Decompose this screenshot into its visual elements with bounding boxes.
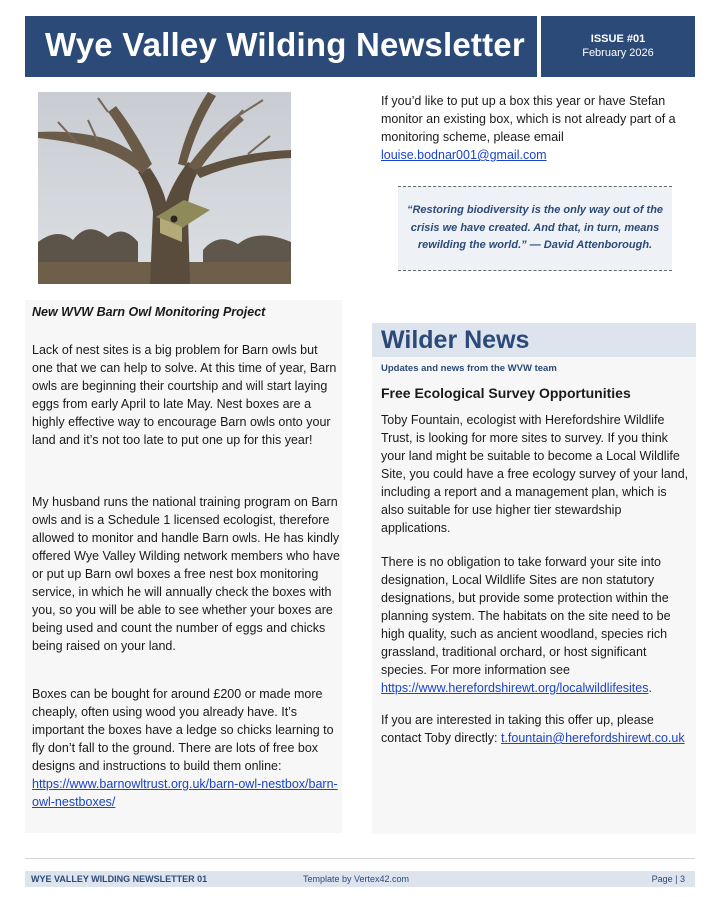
title-banner [25,16,537,77]
footer-template-credit: Template by Vertex42.com [303,874,410,884]
survey-paragraph-2-end: . [648,681,652,695]
barn-owl-box-tree-photo [38,92,291,284]
issue-banner [541,16,695,77]
quote-callout [398,186,672,271]
survey-paragraph-1: Toby Fountain, ecologist with Herefordshire Wildlife Trust, is looking for more sites to survey. If you think your land might be suitable to become a Local Wildlife Site, you could have a free ecology survey of your land, including a report and a management plan, which is also suitable for use higher tier stewardship applications. [381,413,689,535]
wilder-news-title: Wilder News [381,326,530,354]
survey-paragraph-3-text: If you are interested in taking this offer up, please contact Toby directly: [381,713,654,745]
wilder-news-banner [372,323,696,357]
box-request-text: If you’d like to put up a box this year or have Stefan monitor an existing box, which is not already part of a monitoring scheme, please email [381,94,676,144]
herefordshirewt-link[interactable]: https://www.herefordshirewt.org/localwildlifesites [381,681,649,695]
masthead [25,16,695,77]
footer-newsletter-name: WYE VALLEY WILDING NEWSLETTER 01 [31,874,208,884]
box-request-paragraph [381,92,691,164]
louise-email-link[interactable]: louise.bodnar001@gmail.com [381,148,547,162]
footer-page-number: Page | 3 [651,874,685,884]
survey-heading: Free Ecological Survey Opportunities [381,385,631,401]
barn-owl-article [25,300,342,833]
article-paragraph-3 [32,685,340,811]
issue-date: February 2026 [582,47,654,59]
issue-number: ISSUE #01 [590,33,646,45]
survey-paragraph-2-text: There is no obligation to take forward your site into designation, Local Wildlife Sites are non statutory designations, but provide some protection within the planning system. The habitats on the site need to be high quality, such as ancient woodland, species rich grassland, traditional orchard, or host significant species. For more information see [381,555,671,677]
project-title: New WVW Barn Owl Monitoring Project [32,305,266,319]
article-paragraph-3-text: Boxes can be bought for around £200 or made more cheaply, often using wood you already have. It’s important the boxes have a ledge so chicks learning to fly don’t fall to the ground. There are lots of free box designs and instructions to build them online: [32,687,334,773]
survey-paragraph-2 [381,553,691,697]
article-paragraph-2: My husband runs the national training program on Barn owls and is a Schedule 1 licensed ecologist, therefore allowed to monitor and handle Barn owls. He has kindly offered Wye Valley Wilding network members who have or put up Barn owl boxes a free nest box monitoring service, in which he will annually check the boxes with you, so you will be able to see whether your boxes are being used and count the number of eggs and chicks being raised on your land. [32,495,340,653]
barnowltrust-link[interactable]: https://www.barnowltrust.org.uk/barn-owl-nestbox/barn-owl-nestboxes/ [32,777,338,809]
newsletter-title: Wye Valley Wilding Newsletter [45,26,525,63]
article-paragraph-1: Lack of nest sites is a big problem for Barn owls but one that we can help to solve. At this time of year, Barn owls are beginning their courtship and will start laying eggs from early April to late May. Nest boxes are a highly effective way to encourage Barn owls onto your land and it’s not too late to put one up for this year! [32,343,337,447]
wilder-news-subtitle: Updates and news from the WVW team [381,363,557,374]
page-footer [25,871,695,887]
survey-paragraph-3 [381,711,691,747]
footer-divider [25,858,695,859]
toby-email-link[interactable]: t.fountain@herefordshirewt.co.uk [500,731,685,745]
attenborough-quote: “Restoring biodiversity is the only way out of the crisis we have created. And that, in turn, means rewilding the world.” — David Attenborough. [406,204,664,251]
